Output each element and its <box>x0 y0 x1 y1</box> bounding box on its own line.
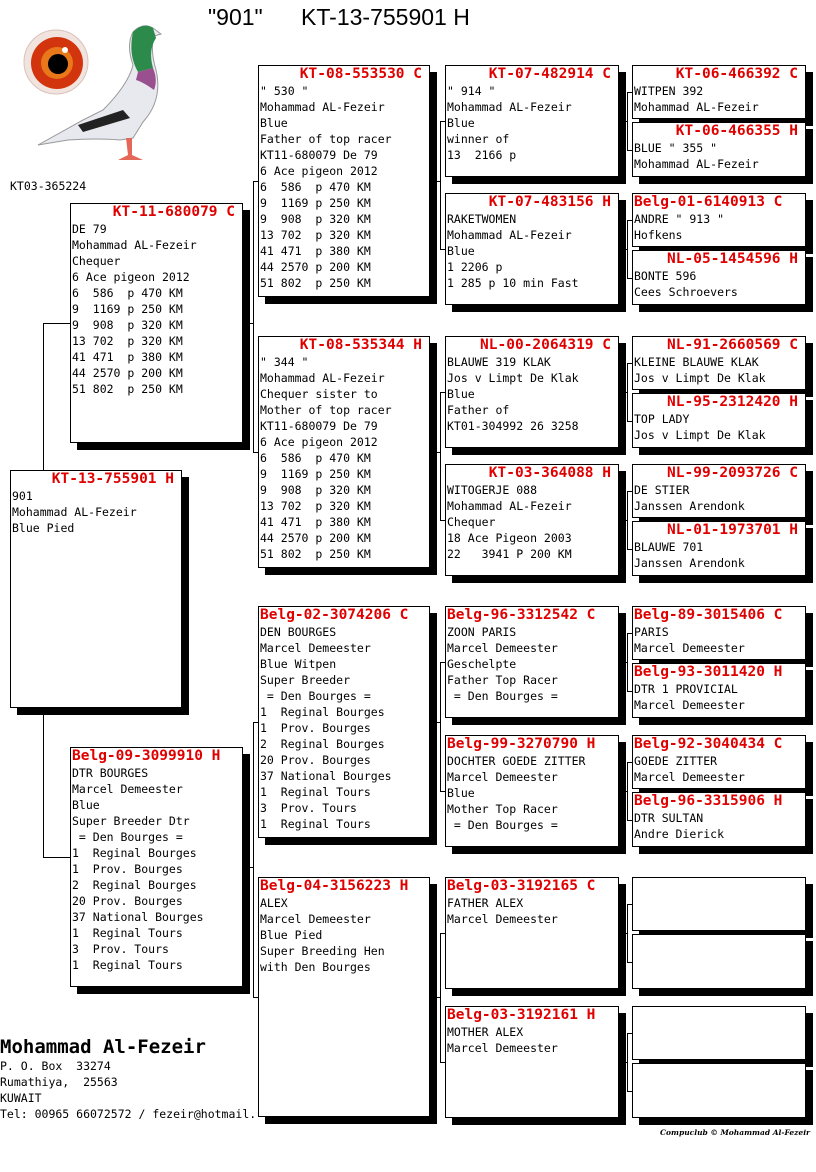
card-line: TOP LADY <box>634 412 690 426</box>
card-line: 1 Prov. Bourges <box>260 721 371 735</box>
card-line: Mohammad AL-Fezeir <box>260 371 385 385</box>
card-line: 37 National Bourges <box>260 769 392 783</box>
card-line: DTR SULTAN <box>634 811 704 825</box>
pedigree-card-gen4 <box>632 521 806 576</box>
connector-line <box>440 121 441 249</box>
card-line: Blue <box>447 244 475 258</box>
pedigree-card-gen4 <box>632 193 806 247</box>
card-line: Blue <box>72 798 100 812</box>
card-line: 9 1169 p 250 KM <box>72 302 183 316</box>
card-line: Mohammad AL-Fezeir <box>72 238 197 252</box>
card-line: 1 2206 p <box>447 260 503 274</box>
card-line: ZOON PARIS <box>447 625 517 639</box>
card-line: Marcel Demeester <box>260 641 371 655</box>
card-line: KLEINE BLAUWE KLAK <box>634 355 759 369</box>
card-line: Blue Pied <box>260 928 323 942</box>
card-line: Super Breeder Dtr <box>72 814 190 828</box>
pedigree-card-gen4 <box>632 1006 806 1060</box>
ring-number: NL-99-2093726 C <box>667 465 798 481</box>
card-line: Jos v Limpt De Klak <box>447 371 579 385</box>
pedigree-card-gen3 <box>445 1006 619 1118</box>
connector-line <box>430 997 440 998</box>
ring-number: Belg-99-3270790 H <box>447 736 596 752</box>
card-line: Blue Pied <box>12 521 75 535</box>
card-line: ANDRE " 913 " <box>634 212 725 226</box>
card-line: ALEX <box>260 896 288 910</box>
connector-line <box>627 220 628 278</box>
connector-line <box>619 520 627 521</box>
card-line: 41 471 p 380 KM <box>72 350 183 364</box>
card-line: 1 Reginal Tours <box>72 926 183 940</box>
connector-line <box>430 181 440 182</box>
card-line: 20 Prov. Bourges <box>72 894 183 908</box>
ring-number: Belg-89-3015406 C <box>634 607 783 623</box>
pedigree-card-gen2 <box>258 877 430 1117</box>
card-line: Marcel Demeester <box>447 770 558 784</box>
card-line: Marcel Demeester <box>447 912 558 926</box>
card-line: Blue <box>447 387 475 401</box>
card-line: winner of <box>447 132 510 146</box>
ring-number: KT-06-466355 H <box>675 123 798 139</box>
connector-line <box>430 722 440 723</box>
owner-name: Mohammad Al-Fezeir <box>0 1036 206 1058</box>
card-line: Mohammad AL-Fezeir <box>634 157 759 171</box>
card-line: = Den Bourges = <box>72 830 183 844</box>
card-line: WITPEN 392 <box>634 84 704 98</box>
ring-number: KT-13-755901 H <box>51 471 174 487</box>
card-line: 1 Reginal Bourges <box>260 705 385 719</box>
card-line: 44 2570 p 200 KM <box>260 531 371 545</box>
photo-ring-number: KT03-365224 <box>10 179 87 193</box>
pedigree-card-gen1 <box>70 747 243 987</box>
owner-address-0: P. O. Box 33274 <box>0 1059 111 1073</box>
subject-pigeon-card <box>10 470 182 708</box>
connector-line <box>627 363 628 421</box>
card-line: WITOGERJE 088 <box>447 483 538 497</box>
connector-line <box>619 1062 627 1063</box>
card-line: Blue <box>447 786 475 800</box>
connector-line <box>627 633 628 691</box>
card-line: 44 2570 p 200 KM <box>72 366 183 380</box>
card-line: 20 Prov. Bourges <box>260 753 371 767</box>
ring-number: Belg-09-3099910 H <box>72 748 221 764</box>
ring-number: NL-01-1973701 H <box>667 522 798 538</box>
pedigree-card-gen4 <box>632 336 806 390</box>
connector-line <box>619 933 627 934</box>
card-line: 6 Ace pigeon 2012 <box>260 435 378 449</box>
connector-line <box>440 392 441 520</box>
card-line: 13 702 p 320 KM <box>72 334 183 348</box>
card-line: Hofkens <box>634 228 683 242</box>
connector-line <box>627 92 628 150</box>
ring-number: KT-07-482914 C <box>488 66 611 82</box>
card-line: Chequer <box>447 515 496 529</box>
card-line: 3 Prov. Tours <box>72 942 169 956</box>
connector-line <box>43 323 44 470</box>
card-line: 1 Reginal Bourges <box>72 846 197 860</box>
ring-number: Belg-01-6140913 C <box>634 194 783 210</box>
card-line: Marcel Demeester <box>634 770 745 784</box>
card-line: 3 Prov. Tours <box>260 801 357 815</box>
card-line: Mohammad AL-Fezeir <box>447 499 572 513</box>
pedigree-card-gen2 <box>258 336 430 568</box>
pedigree-card-gen4 <box>632 606 806 660</box>
card-line: 51 802 p 250 KM <box>72 382 183 396</box>
card-line: 9 908 p 320 KM <box>260 212 371 226</box>
card-line: Geschelpte <box>447 657 517 671</box>
pedigree-card-gen3 <box>445 65 619 177</box>
card-line: 18 Ace Pigeon 2003 <box>447 531 572 545</box>
card-line: DE STIER <box>634 483 690 497</box>
card-line: Cees Schroevers <box>634 285 738 299</box>
ring-number: NL-00-2064319 C <box>480 337 611 353</box>
owner-address-1: Rumathiya, 25563 <box>0 1075 118 1089</box>
card-line: DTR BOURGES <box>72 766 149 780</box>
pedigree-card-gen1 <box>70 203 243 443</box>
card-line: 6 586 p 470 KM <box>72 286 183 300</box>
ring-number: KT-11-680079 C <box>112 204 235 220</box>
connector-line <box>619 121 627 122</box>
ring-number: Belg-04-3156223 H <box>260 878 409 894</box>
connector-line <box>627 491 628 549</box>
card-line: Mohammad AL-Fezeir <box>447 228 572 242</box>
ring-number: NL-91-2660569 C <box>667 337 798 353</box>
card-line: 51 802 p 250 KM <box>260 276 371 290</box>
card-line: Chequer <box>72 254 121 268</box>
card-line: Jos v Limpt De Klak <box>634 371 766 385</box>
pedigree-card-gen3 <box>445 606 619 718</box>
card-line: = Den Bourges = <box>447 818 558 832</box>
card-line: 6 586 p 470 KM <box>260 180 371 194</box>
card-line: KT01-304992 26 3258 <box>447 419 579 433</box>
card-line: 51 802 p 250 KM <box>260 547 371 561</box>
connector-line <box>253 722 254 997</box>
pedigree-card-gen3 <box>445 877 619 989</box>
pedigree-card-gen4 <box>632 934 806 989</box>
eye-icon <box>24 30 88 94</box>
card-line: KT11-680079 De 79 <box>260 419 378 433</box>
connector-line <box>43 323 70 324</box>
connector-line <box>43 857 70 858</box>
card-line: BLAUWE 701 <box>634 540 704 554</box>
pedigree-card-gen3 <box>445 336 619 448</box>
connector-line <box>253 181 254 452</box>
card-line: " 914 " <box>447 84 496 98</box>
pedigree-card-gen3 <box>445 193 619 305</box>
owner-contact: Tel: 00965 66072572 / fezeir@hotmail. <box>0 1107 257 1121</box>
connector-line <box>619 662 627 663</box>
card-line: GOEDE ZITTER <box>634 754 718 768</box>
card-line: 37 National Bourges <box>72 910 204 924</box>
card-line: 9 908 p 320 KM <box>72 318 183 332</box>
card-line: BONTE 596 <box>634 269 697 283</box>
card-line: 13 702 p 320 KM <box>260 228 371 242</box>
card-line: Blue Witpen <box>260 657 337 671</box>
card-line: Super Breeder <box>260 673 351 687</box>
ring-number: Belg-02-3074206 C <box>260 607 409 623</box>
pedigree-card-gen4 <box>632 792 806 847</box>
pigeon-photo <box>8 10 178 170</box>
pedigree-card-gen4 <box>632 663 806 718</box>
card-line: DOCHTER GOEDE ZITTER <box>447 754 586 768</box>
card-line: Mohammad AL-Fezeir <box>12 505 137 519</box>
card-line: 1 Reginal Tours <box>260 817 371 831</box>
connector-line <box>243 867 253 868</box>
card-line: KT11-680079 De 79 <box>260 148 378 162</box>
card-line: Janssen Arendonk <box>634 556 745 570</box>
card-line: Father of top racer <box>260 132 392 146</box>
ring-number: KT-03-364088 H <box>488 465 611 481</box>
pedigree-card-gen3 <box>445 464 619 576</box>
card-line: DTR 1 PROVICIAL <box>634 682 738 696</box>
pedigree-card-gen3 <box>445 735 619 847</box>
connector-line <box>440 662 441 791</box>
card-line: 9 908 p 320 KM <box>260 483 371 497</box>
card-line: 1 Reginal Tours <box>260 785 371 799</box>
card-line: BLUE " 355 " <box>634 141 718 155</box>
card-line: FATHER ALEX <box>447 896 524 910</box>
connector-line <box>619 392 627 393</box>
card-line: = Den Bourges = <box>447 689 558 703</box>
ring-number: KT-06-466392 C <box>675 66 798 82</box>
pedigree-title: "901" KT-13-755901 H <box>208 4 470 30</box>
card-line: Father of <box>447 403 510 417</box>
card-line: Mother Top Racer <box>447 802 558 816</box>
connector-line <box>243 323 253 324</box>
card-line: 2 Reginal Bourges <box>72 878 197 892</box>
card-line: Mohammad AL-Fezeir <box>634 100 759 114</box>
card-line: Blue <box>447 116 475 130</box>
card-line: 1 285 p 10 min Fast <box>447 276 579 290</box>
card-line: 41 471 p 380 KM <box>260 515 371 529</box>
card-line: DEN BOURGES <box>260 625 337 639</box>
card-line: PARIS <box>634 625 669 639</box>
card-line: 6 Ace pigeon 2012 <box>72 270 190 284</box>
card-line: 44 2570 p 200 KM <box>260 260 371 274</box>
card-line: 6 Ace pigeon 2012 <box>260 164 378 178</box>
footer-credit: Compuclub © Mohammad Al-Fezeir <box>660 1128 810 1137</box>
ring-number: Belg-96-3315906 H <box>634 793 783 809</box>
card-line: BLAUWE 319 KLAK <box>447 355 551 369</box>
card-line: Mohammad AL-Fezeir <box>447 100 572 114</box>
card-line: Marcel Demeester <box>72 782 183 796</box>
card-line: 22 3941 P 200 KM <box>447 547 572 561</box>
card-line: 2 Reginal Bourges <box>260 737 385 751</box>
ring-number: KT-08-553530 C <box>299 66 422 82</box>
card-line: Blue <box>260 116 288 130</box>
ring-number: Belg-92-3040434 C <box>634 736 783 752</box>
pedigree-card-gen4 <box>632 65 806 119</box>
card-line: 6 586 p 470 KM <box>260 451 371 465</box>
card-line: Marcel Demeester <box>447 1041 558 1055</box>
card-line: Mohammad AL-Fezeir <box>260 100 385 114</box>
card-line: 901 <box>12 489 33 503</box>
pedigree-card-gen4 <box>632 735 806 789</box>
owner-address-2: KUWAIT <box>0 1091 42 1105</box>
card-line: RAKETWOMEN <box>447 212 517 226</box>
card-line: 1 Prov. Bourges <box>72 862 183 876</box>
ring-number: Belg-03-3192161 H <box>447 1007 596 1023</box>
pedigree-card-gen4 <box>632 1063 806 1118</box>
card-line: Janssen Arendonk <box>634 499 745 513</box>
card-line: Jos v Limpt De Klak <box>634 428 766 442</box>
connector-line <box>627 904 628 962</box>
card-line: Chequer sister to <box>260 387 378 401</box>
connector-line <box>619 791 627 792</box>
ring-number: Belg-03-3192165 C <box>447 878 596 894</box>
pedigree-card-gen4 <box>632 877 806 931</box>
card-line: 13 2166 p <box>447 148 517 162</box>
connector-line <box>440 933 441 1062</box>
card-line: Father Top Racer <box>447 673 558 687</box>
connector-line <box>627 762 628 820</box>
ring-number: NL-05-1454596 H <box>667 251 798 267</box>
card-line: Marcel Demeester <box>447 641 558 655</box>
pedigree-card-gen4 <box>632 393 806 448</box>
ring-number: KT-08-535344 H <box>299 337 422 353</box>
card-line: 9 1169 p 250 KM <box>260 467 371 481</box>
connector-line <box>430 452 440 453</box>
pedigree-card-gen4 <box>632 464 806 518</box>
card-line: Mother of top racer <box>260 403 392 417</box>
card-line: DE 79 <box>72 222 107 236</box>
card-line: Marcel Demeester <box>260 912 371 926</box>
pedigree-card-gen4 <box>632 250 806 305</box>
ring-number: Belg-96-3312542 C <box>447 607 596 623</box>
card-line: with Den Bourges <box>260 960 371 974</box>
card-line: Marcel Demeester <box>634 641 745 655</box>
connector-line <box>619 249 627 250</box>
pedigree-card-gen2 <box>258 606 430 838</box>
card-line: 1 Reginal Tours <box>72 958 183 972</box>
ring-number: KT-07-483156 H <box>488 194 611 210</box>
card-line: Super Breeding Hen <box>260 944 385 958</box>
pedigree-card-gen2 <box>258 65 430 297</box>
card-line: 13 702 p 320 KM <box>260 499 371 513</box>
card-line: = Den Bourges = <box>260 689 371 703</box>
connector-line <box>43 708 44 857</box>
card-line: 41 471 p 380 KM <box>260 244 371 258</box>
card-line: " 344 " <box>260 355 309 369</box>
owner-block <box>0 1036 256 1122</box>
card-line: MOTHER ALEX <box>447 1025 524 1039</box>
card-line: Marcel Demeester <box>634 698 745 712</box>
ring-number: Belg-93-3011420 H <box>634 664 783 680</box>
card-line: Andre Dierick <box>634 827 725 841</box>
ring-number: NL-95-2312420 H <box>667 394 798 410</box>
card-line: 9 1169 p 250 KM <box>260 196 371 210</box>
connector-line <box>627 1033 628 1091</box>
pedigree-card-gen4 <box>632 122 806 177</box>
card-line: " 530 " <box>260 84 309 98</box>
